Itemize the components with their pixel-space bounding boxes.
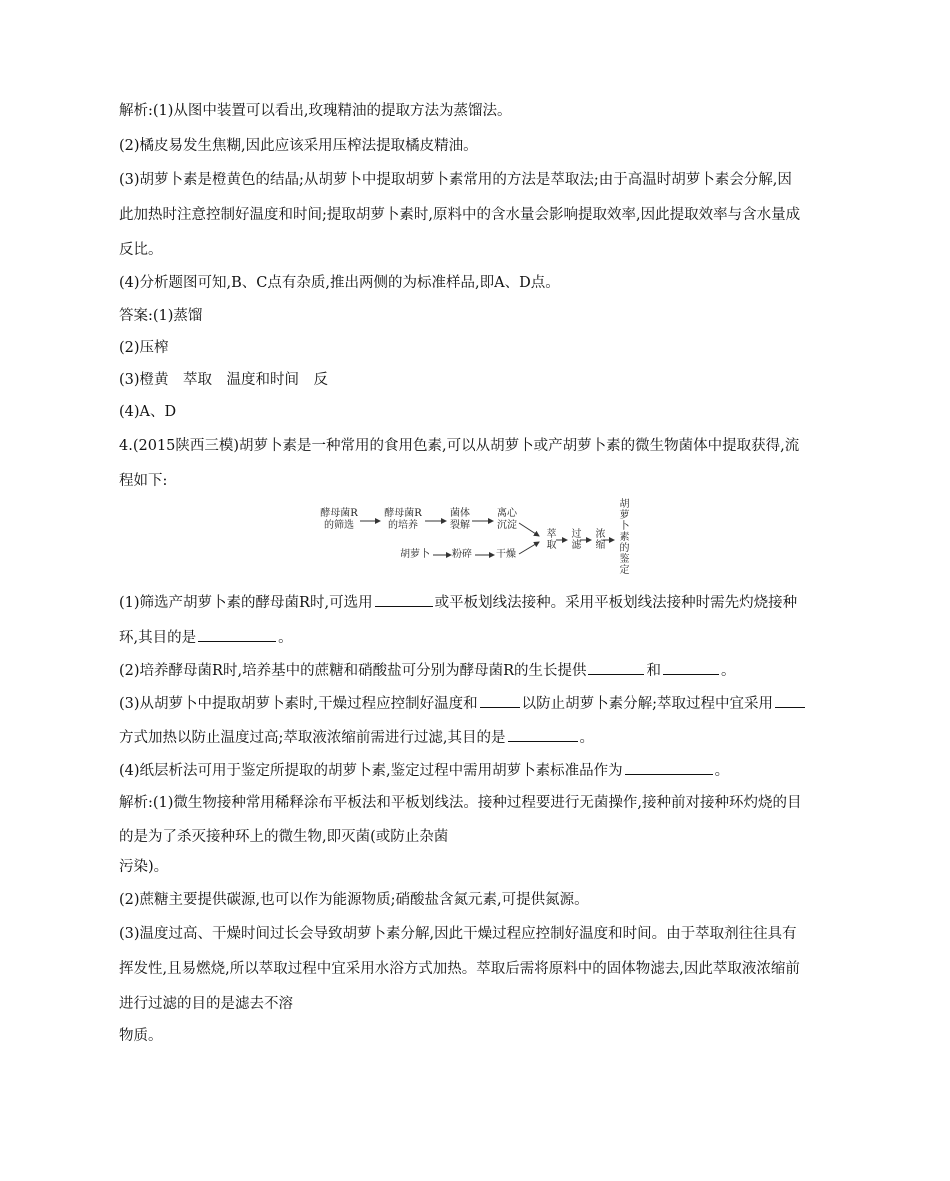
node-centrifuge-l1: 离心 — [497, 508, 517, 519]
arrow-7 — [519, 542, 539, 554]
question-1-line-2 — [119, 627, 293, 647]
question-2-line-1 — [119, 660, 735, 680]
question-4-stem-1: 4.(2015陕西三模)胡萝卜素是一种常用的食用色素,可以从胡萝卜或产胡萝卜素的微生物菌体中提取获得,流 — [119, 438, 800, 454]
q2-text-a: (2)培养酵母菌R时,培养基中的蔗糖和硝酸盐可分别为酵母菌R的生长提供 — [119, 663, 587, 679]
question-3-line-2 — [119, 727, 594, 747]
blank-6 — [775, 693, 805, 708]
node-crush: 粉碎 — [452, 549, 472, 560]
blank-7 — [508, 727, 578, 742]
analysis2-line-4: (2)蔗糖主要提供碳源,也可以作为能源物质;硝酸盐含氮元素,可提供氮源。 — [119, 892, 589, 908]
node-concentrate: 浓缩 — [593, 528, 604, 550]
node-yeast-culture — [382, 508, 424, 532]
analysis2-line-2: 的是为了杀灭接种环上的微生物,即灭菌(或防止杂菌 — [119, 829, 449, 845]
node-yeast-screening — [318, 508, 360, 532]
q4-text-a: (4)纸层析法可用于鉴定所提取的胡萝卜素,鉴定过程中需用胡萝卜素标准品作为 — [119, 763, 623, 779]
q2-text-b: 和 — [646, 663, 661, 679]
node-identification: 胡萝卜素的鉴定 — [617, 498, 628, 575]
q1-text-a: (1)筛选产胡萝卜素的酵母菌R时,可选用 — [119, 595, 373, 611]
analysis2-line-6: 挥发性,且易燃烧,所以萃取过程中宜采用水浴方式加热。萃取后需将原料中的固体物滤去,因此萃取液浓缩前 — [119, 961, 800, 977]
question-3-line-1 — [119, 693, 807, 713]
blank-3 — [588, 660, 644, 675]
q2-text-c: 。 — [720, 663, 736, 679]
node-cell-lysis — [448, 508, 472, 532]
q3-text-c: 方式加热以防止温度过高;萃取液浓缩前需进行过滤,其目的是 — [119, 730, 506, 746]
blank-4 — [663, 660, 719, 675]
node-yeast-culture-l1: 酵母菌R — [384, 508, 422, 519]
blank-8 — [625, 760, 713, 775]
answer-line-4: (4)A、D — [119, 404, 177, 420]
node-filter: 过滤 — [569, 528, 580, 550]
question-4-stem-2: 程如下: — [119, 473, 168, 489]
blank-1 — [375, 592, 433, 607]
answer-line-1: 答案:(1)蒸馏 — [119, 308, 203, 324]
q1-text-d: 。 — [278, 630, 293, 646]
node-cell-lysis-l1: 菌体 — [450, 508, 470, 519]
q3-text-d: 。 — [579, 730, 594, 746]
question-4-line-1 — [119, 760, 729, 780]
q1-text-b: 或平板划线法接种。采用平板划线法接种时需先灼烧接种 — [434, 595, 798, 611]
analysis-line-2: (2)橘皮易发生焦糊,因此应该采用压榨法提取橘皮精油。 — [119, 138, 478, 154]
node-extract: 萃取 — [544, 528, 555, 550]
analysis2-line-7: 进行过滤的目的是滤去不溶 — [119, 996, 293, 1012]
analysis-line-4: 此加热时注意控制好温度和时间;提取胡萝卜素时,原料中的含水量会影响提取效率,因此提取效率与含水量成 — [119, 207, 801, 223]
node-cell-lysis-l2: 裂解 — [450, 520, 470, 531]
node-centrifuge-l2: 沉淀 — [497, 520, 517, 531]
arrow-6 — [519, 523, 539, 536]
analysis2-line-5: (3)温度过高、干燥时间过长会导致胡萝卜素分解,因此干燥过程应控制好温度和时间。由于萃取剂往往具有 — [119, 926, 797, 942]
node-yeast-screening-l2: 的筛选 — [324, 520, 354, 531]
node-centrifuge — [495, 508, 519, 532]
analysis-line-1: 解析:(1)从图中装置可以看出,玫瑰精油的提取方法为蒸馏法。 — [119, 103, 512, 119]
analysis-line-5: 反比。 — [119, 242, 163, 258]
question-1-line-1 — [119, 592, 797, 612]
node-yeast-culture-l2: 的培养 — [388, 520, 418, 531]
blank-2 — [198, 627, 276, 642]
analysis2-line-1: 解析:(1)微生物接种常用稀释涂布平板法和平板划线法。接种过程要进行无菌操作,接种前对接种环灼烧的目 — [119, 795, 802, 811]
node-dry: 干燥 — [496, 549, 516, 560]
analysis-line-6: (4)分析题图可知,B、C点有杂质,推出两侧的为标准样品,即A、D点。 — [119, 275, 560, 291]
q4-text-b: 。 — [714, 763, 730, 779]
q1-text-c: 环,其目的是 — [119, 630, 197, 646]
blank-5 — [480, 693, 520, 708]
node-yeast-screening-l1: 酵母菌R — [320, 508, 358, 519]
analysis2-line-8: 物质。 — [119, 1028, 163, 1044]
answer-line-3: (3)橙黄 萃取 温度和时间 反 — [119, 372, 329, 388]
answer-line-2: (2)压榨 — [119, 340, 169, 356]
analysis-line-3: (3)胡萝卜素是橙黄色的结晶;从胡萝卜中提取胡萝卜素常用的方法是萃取法;由于高温时胡萝卜素会分解,因 — [119, 172, 792, 188]
q3-text-a: (3)从胡萝卜中提取胡萝卜素时,干燥过程应控制好温度和 — [119, 696, 478, 712]
q3-text-b: 以防止胡萝卜素分解;萃取过程中宜采用 — [521, 696, 774, 712]
node-carrot: 胡萝卜 — [400, 549, 430, 560]
analysis2-line-3: 污染)。 — [119, 859, 169, 875]
